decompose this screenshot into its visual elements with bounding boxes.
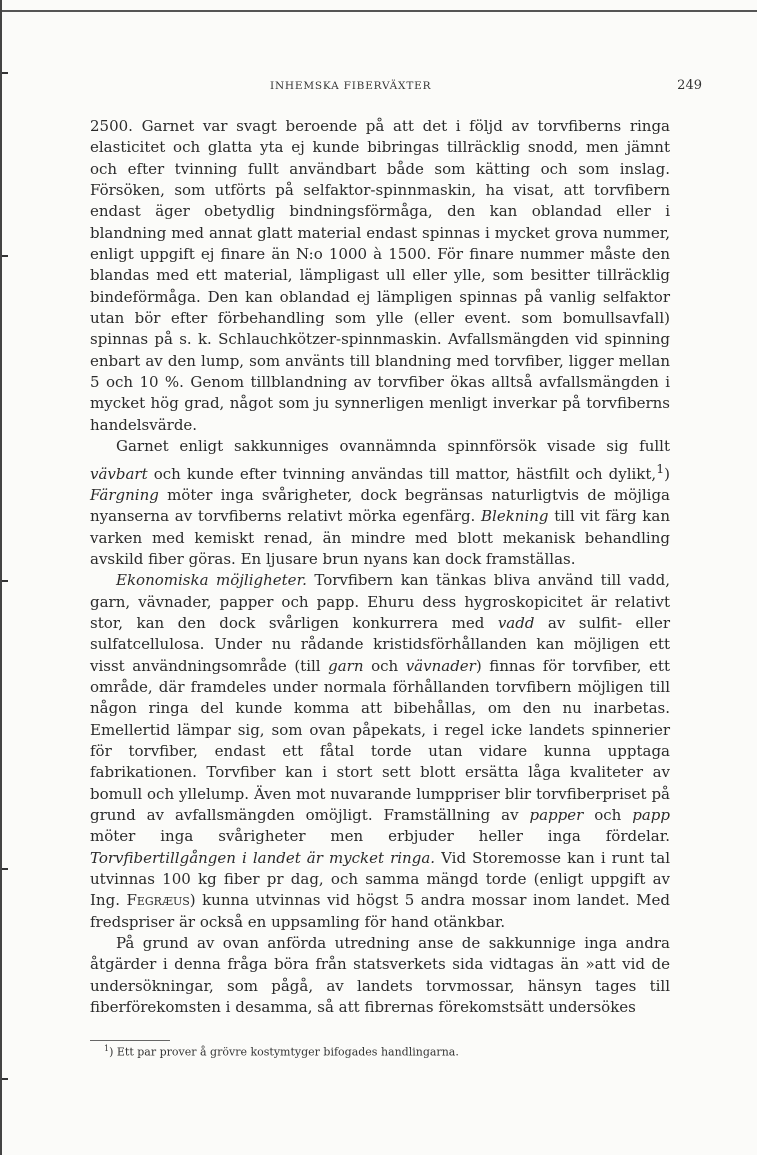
paragraph-2: Garnet enligt sakkunniges ovannämnda spinnförsök visade sig fullt vävbart och kunde efter tvinning användas till mattor, hästfilt och dylikt,$^1$) Färgning möter inga svårigheter, dock begränsas naturligtvis de möjliga nyanserna av torvfiberns relativt mörka egenfärg. Blekning till vit färg kan varken med kemiskt renad, än mindre med blott mekanisk behandling avskild fiber göras. En ljusare brun nyans kan dock framställas. [90,437,670,568]
page-number: 249 [677,78,702,93]
page-header [90,80,702,100]
paragraph-1: 2500. Garnet var svagt beroende på att det i följd av torvfiberns ringa elasticitet och glatta yta ej kunde bibringas tillräcklig snodd, men jämnt och efter tvinning fullt användbart både som kätting och som inslag. Försöken, som utförts på selfaktor-spinnmaskin, ha visat, att torvfibern endast äger obetydlig bindningsförmåga, den kan oblandad eller i blandning med annat glatt material endast spinnas i mycket grova nummer, enligt uppgift ej finare än N:o 1000 à 1500. För finare nummer måste den blandas med ett material, lämpligast ull eller ylle, som besitter tillräcklig bindeförmåga. Den kan oblandad ej lämpligen spinnas på vanlig selfaktor utan bör efter förbehandling som ylle (eller event. som bomullsavfall) spinnas på s. k. Schlauchkötzer-spinnmaskin. Avfallsmängden vid spinning enbart av den lump, som använts till blandning med torvfiber, ligger mellan 5 och 10 %. Genom tillblandning av torvfiber ökas alltså avfallsmängden i mycket hög grad, något som ju synnerligen menligt inverkar på torvfiberns handelsvärde. [90,117,670,434]
binding-mark [2,868,8,870]
binding-mark [2,72,8,74]
page-left-edge [0,0,2,1155]
binding-mark [2,1078,8,1080]
paragraph-4: På grund av ovan anförda utredning anse de sakkunnige inga andra åtgärder i denna fråga böra från statsverkets sida vidtagas än »att vid de undersökningar, som pågå, av landets torvmossar, hänsyn tages till fiberförekomsten i desamma, så att fibrernas förekomstsätt undersökes [90,934,670,1017]
binding-mark [2,580,8,582]
footnote-rule [90,1040,170,1041]
footnote-ref: 1 [656,460,665,476]
page-top-edge [0,10,757,12]
body-text [90,116,670,1018]
paragraph-3: Ekonomiska möjligheter. Torvfibern kan tänkas bliva använd till vadd, garn, vävnader, papper och papp. Ehuru dess hygroskopicitet är relativt stor, kan den dock svårligen konkurrera med vadd av sulfit- eller sulfatcellulosa. Under nu rådande kristidsförhållanden kan möjligen ett visst användningsområde (till garn och vävnader) finnas för torvfiber, ett område, där framdeles under normala förhållanden torvfibern möjligen till någon ringa del kunde komma att bibehållas, om den nu inarbetas. Emellertid lämpar sig, som ovan påpekats, i regel icke landets spinnerier för torvfiber, endast ett fåtal torde utan vidare kunna upptaga fabrikationen. Torvfiber kan i stort sett blott ersätta låga kvaliteter av bomull och yllelump. Även mot nuvarande lumppriser blir torvfiberpriset på grund av avfallsmängden omöjligt. Framställning av papper och papp möter inga svårigheter men erbjuder heller inga fördelar. Torvfibertillgången i landet är mycket ringa. Vid Storemosse kan i runt tal utvinnas 100 kg fiber pr dag, och samma mängd torde (enligt uppgift av Ing. Fegræus) kunna utvinnas vid högst 5 andra mossar inom landet. Med fredspriser är också en uppsamling för hand otänkbar. [90,571,671,931]
footnote: $^1$) Ett par prover å grövre kostymtyger bifogades handlingarna. [104,1044,459,1059]
running-title: INHEMSKA FIBERVÄXTER [270,80,432,92]
binding-mark [2,255,8,257]
